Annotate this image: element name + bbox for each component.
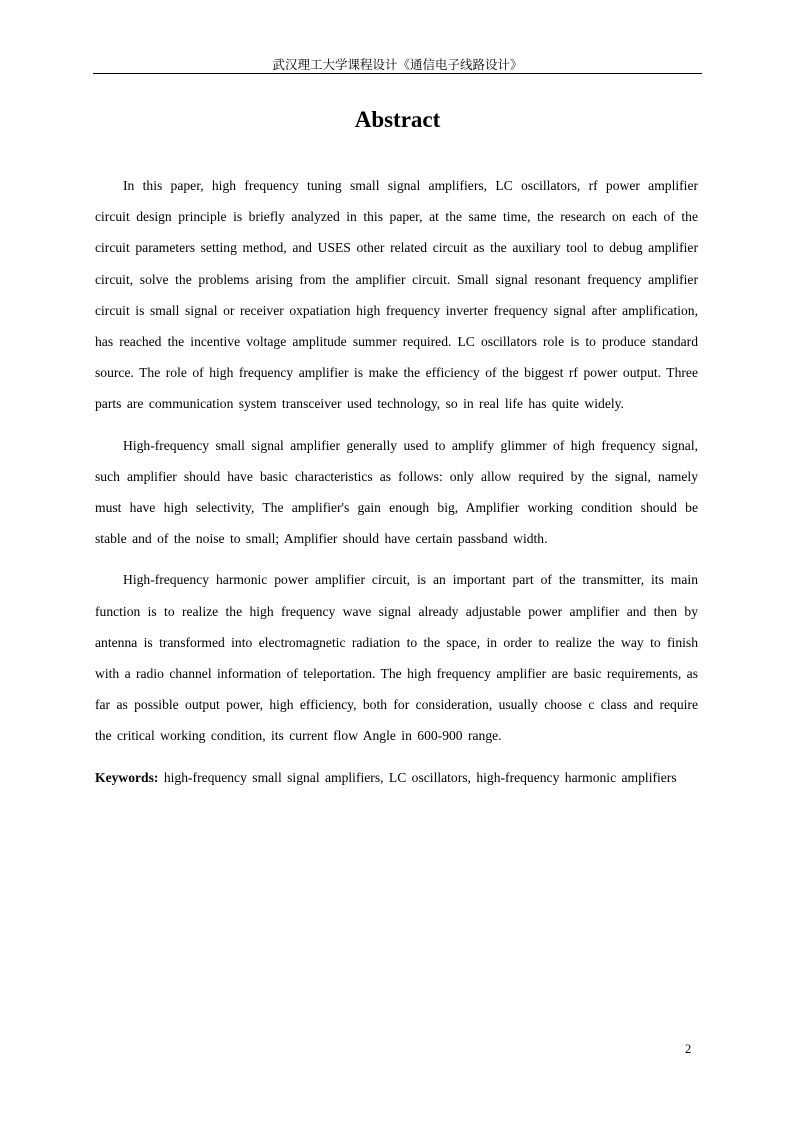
abstract-body xyxy=(95,170,698,793)
header-divider xyxy=(93,73,702,74)
abstract-paragraph-2: High-frequency small signal amplifier generally used to amplify glimmer of high frequency signal, such amplifier should have basic characteristics as follows: only allow required by the signal, namely must have high selectivity, The amplifier's gain enough big, Amplifier working condition should be stable and of the noise to small; Amplifier should have certain passband width. xyxy=(95,437,698,547)
page-title: Abstract xyxy=(354,107,441,132)
keywords-line xyxy=(95,762,698,793)
keywords-text: high-frequency small signal amplifiers, LC oscillators, high-frequency harmonic amplifiers xyxy=(163,769,677,785)
keywords-label: Keywords: xyxy=(95,769,159,785)
page-number: 2 xyxy=(685,1042,692,1056)
running-header: 武汉理工大学课程设计《通信电子线路设计》 xyxy=(272,57,523,72)
abstract-paragraph-3: High-frequency harmonic power amplifier circuit, is an important part of the transmitter, its main function is to realize the high frequency wave signal already adjustable power amplifier and then by antenna is transformed into electromagnetic radiation to the space, in order to realize the way to finish with a radio channel information of teleportation. The high frequency amplifier are basic requirements, as far as possible output power, high efficiency, both for consideration, usually choose c class and require the critical working condition, its current flow Angle in 600-900 range. xyxy=(95,572,699,744)
abstract-paragraph-1: In this paper, high frequency tuning small signal amplifiers, LC oscillators, rf power amplifier circuit design principle is briefly analyzed in this paper, at the same time, the research on each of the circuit parameters setting method, and USES other related circuit as the auxiliary tool to debug amplifier circuit, solve the problems arising from the amplifier circuit. Small signal resonant frequency amplifier circuit is small signal or receiver oxpatiation high frequency inverter frequency signal after amplification, has reached the incentive voltage amplitude summer required. LC oscillators role is to produce standard source. The role of high frequency amplifier is make the efficiency of the biggest rf power output. Three parts are communication system transceiver used technology, so in real life has quite widely. xyxy=(95,178,698,412)
